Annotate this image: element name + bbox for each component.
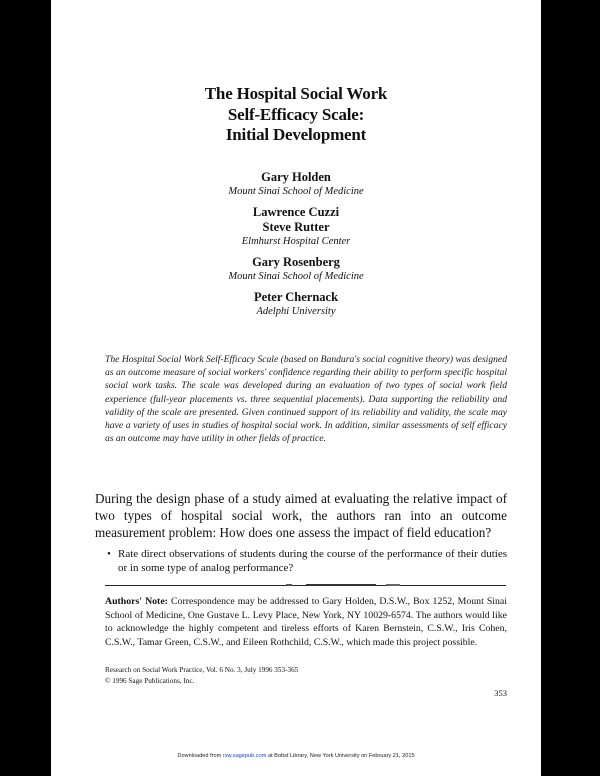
citation-line: Research on Social Work Practice, Vol. 6 No. 3, July 1996 353-365 <box>105 666 299 674</box>
title-line: Initial Development <box>225 125 367 144</box>
author-affiliation: Mount Sinai School of Medicine <box>228 186 364 197</box>
abstract: The Hospital Social Work Self-Efficacy Scale (based on Bandura's social cognitive theory) was designed as an outcome measure of social workers' confidence regarding their ability to perform specific hospital social work tasks. The scale was developed during an evaluation of two types of social work field experience (full-year placements vs. three sequential placements). Data supporting the reliability and validity of the scale are presented. Given continued support of its reliability and validity, the scale may have a variety of uses in studies of hospital social work. In addition, similar assessments of self efficacy as an outcome may have utility in other fields of practice. <box>105 354 507 445</box>
author-list <box>51 170 541 325</box>
clipped-text-fragment <box>276 584 416 586</box>
copyright-line: © 1996 Sage Publications, Inc. <box>105 676 195 685</box>
author-affiliation: Mount Sinai School of Medicine <box>228 271 364 282</box>
article-title <box>51 84 541 146</box>
authors-note <box>105 595 507 649</box>
download-notice <box>51 752 541 760</box>
author-name: Lawrence Cuzzi <box>252 205 340 219</box>
author-affiliation: Elmhurst Hospital Center <box>241 236 351 247</box>
author-group <box>51 170 541 198</box>
page-number: 353 <box>494 688 507 698</box>
bullet-list <box>95 547 507 575</box>
author-name: Gary Rosenberg <box>252 255 340 269</box>
author-name: Steve Rutter <box>262 220 330 234</box>
author-name: Gary Holden <box>261 170 331 184</box>
bullet-item <box>95 547 507 575</box>
authors-note-text: Correspondence may be addressed to Gary Holden, D.S.W., Box 1252, Mount Sinai School of Medicine, One Gustave L. Levy Place, New York, NY 10029-6574. The authors would like to acknowledge the highly competent and tireless efforts of Karen Bernstein, C.S.W., Iris Cohen, C.S.W., Tamar Green, C.S.W., and Eileen Rothchild, C.S.W., which made this project possible. <box>105 596 508 648</box>
title-line: Self-Efficacy Scale: <box>227 104 365 124</box>
pdf-page <box>51 0 541 776</box>
download-source-link[interactable]: rsw.sagepub.com <box>222 753 267 759</box>
author-group <box>51 255 541 283</box>
author-name: Peter Chernack <box>253 290 339 304</box>
authors-note-label: Authors' Note: <box>105 596 168 607</box>
download-prefix: Downloaded from <box>177 753 223 759</box>
download-suffix: at Bobst Library, New York University on February 21, 2015 <box>266 753 415 759</box>
bullet-icon: • <box>107 548 111 560</box>
author-group <box>51 290 541 318</box>
author-affiliation: Adelphi University <box>256 306 336 317</box>
journal-citation <box>105 665 507 686</box>
body-paragraph: During the design phase of a study aimed at evaluating the relative impact of two types of hospital social work, the authors ran into an outcome measurement problem: How does one assess the impact of field education? <box>95 491 507 540</box>
author-group <box>51 205 541 248</box>
bullet-text: Rate direct observations of students during the course of the performance of their duties or in some type of analog performance? <box>118 548 507 574</box>
title-line: The Hospital Social Work <box>204 84 388 103</box>
